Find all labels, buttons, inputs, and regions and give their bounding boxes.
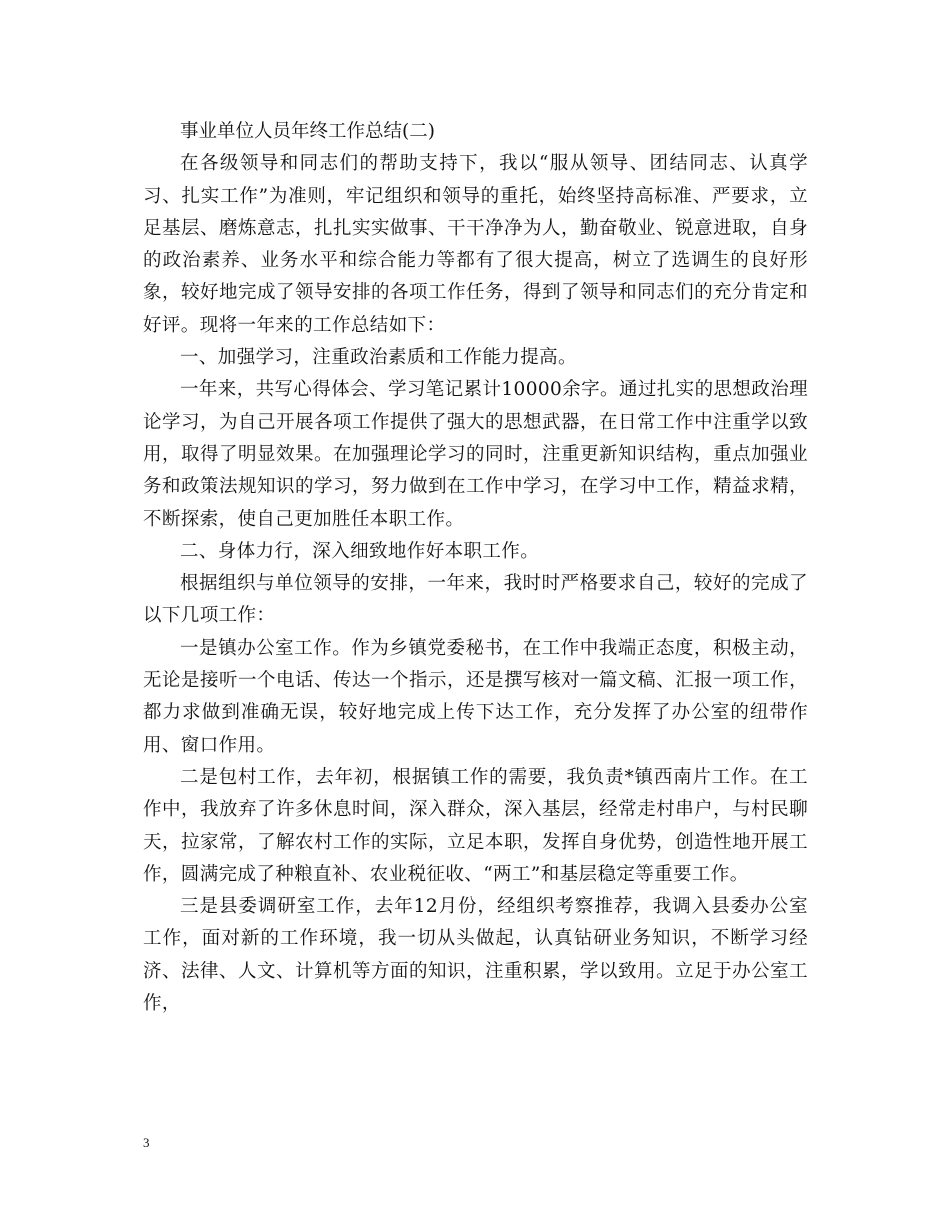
paragraph-intro: 在各级领导和同志们的帮助支持下，我以“服从领导、团结同志、认真学习、扎实工作”为准则，牢记组织和领导的重托，始终坚持高标准、严要求，立足基层、磨炼意志，扎扎实实做事、干干净净为人，勤奋敬业、锐意进取，自身的政治素养、业务水平和综合能力等都有了很大提高，树立了选调生的良好形象，较好地完成了领导安排的各项工作任务，得到了领导和同志们的充分肯定和好评。现将一年来的工作总结如下： (143, 153, 808, 336)
section-heading-1: 一、加强学习，注重政治素质和工作能力提高。 (180, 347, 577, 369)
paragraph-tasks-intro: 根据组织与单位领导的安排，一年来，我时时严格要求自己，较好的完成了以下几项工作： (143, 573, 808, 627)
paragraph-village-work: 二是包村工作，去年初，根据镇工作的需要，我负责*镇西南片工作。在工作中，我放弃了许多休息时间，深入群众，深入基层，经常走村串户，与村民聊天，拉家常，了解农村工作的实际，立足本职，发挥自身优势，创造性地开展工作，圆满完成了种粮直补、农业税征收、“两工”和基层稳定等重要工作。 (143, 766, 808, 885)
paragraph-study: 一年来，共写心得体会、学习笔记累计10000余字。通过扎实的思想政治理论学习，为自己开展各项工作提供了强大的思想武器，在日常工作中注重学以致用，取得了明显效果。在加强理论学习的同时，注重更新知识结构，重点加强业务和政策法规知识的学习，努力做到在工作中学习，在学习中工作，精益求精，不断探索，使自己更加胜任本职工作。 (143, 379, 808, 530)
paragraph-research-office: 三是县委调研室工作，去年12月份，经组织考察推荐，我调入县委办公室工作，面对新的工作环境，我一切从头做起，认真钻研业务知识，不断学习经济、法律、人文、计算机等方面的知识，注重积累，学以致用。立足于办公室工作， (143, 896, 808, 1015)
document-title: 事业单位人员年终工作总结(二) (180, 121, 435, 142)
page-number: 3 (143, 1135, 150, 1150)
paragraph-office-work: 一是镇办公室工作。作为乡镇党委秘书，在工作中我端正态度，积极主动，无论是接听一个电话、传达一个指示，还是撰写核对一篇文稿、汇报一项工作，都力求做到准确无误，较好地完成上传下达工作，充分发挥了办公室的纽带作用、窗口作用。 (143, 637, 808, 756)
section-heading-2: 二、身体力行，深入细致地作好本职工作。 (180, 540, 540, 562)
document-body (143, 116, 808, 1020)
